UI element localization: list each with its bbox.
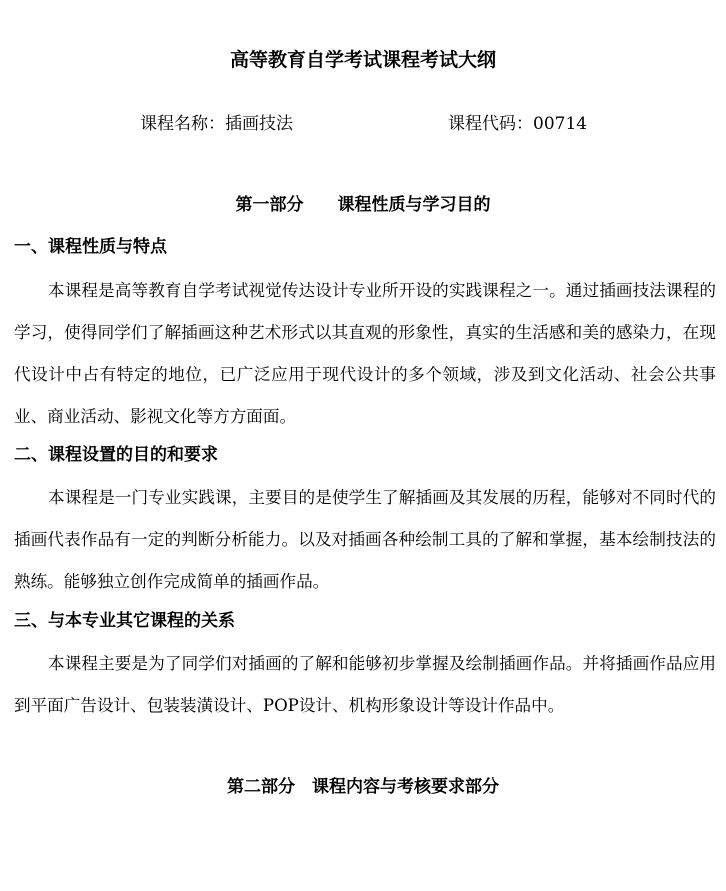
section-body-1: 本课程是高等教育自学考试视觉传达设计专业所开设的实践课程之一。通过插画技法课程的学习，使得同学们了解插画这种艺术形式以其直观的形象性，真实的生活感和美的感染力，在现代设计中占有特定的地位，已广泛应用于现代设计的多个领域，涉及到文化活动、社会公共事业、商业活动、影视文化等方方面面。 <box>14 281 716 426</box>
section-heading-3: 三、与本专业其它课程的关系 <box>14 611 235 631</box>
section-heading-1: 一、课程性质与特点 <box>14 237 167 257</box>
section-body-2: 本课程是一门专业实践课，主要目的是使学生了解插画及其发展的历程，能够对不同时代的插画代表作品有一定的判断分析能力。以及对插画各种绘制工具的了解和掌握，基本绘制技法的熟练。能够独立创作完成简单的插画作品。 <box>14 488 716 591</box>
part2-title: 第二部分 课程内容与考核要求部分 <box>227 777 499 797</box>
course-name: 课程名称：插画技法 <box>140 114 293 134</box>
course-code: 课程代码：00714 <box>448 114 588 134</box>
document-title: 高等教育自学考试课程考试大纲 <box>229 49 496 71</box>
section-heading-2: 二、课程设置的目的和要求 <box>14 445 218 465</box>
section-body-3: 本课程主要是为了同学们对插画的了解和能够初步掌握及绘制插画作品。并将插画作品应用到平面广告设计、包装装潢设计、POP设计、机构形象设计等设计作品中。 <box>14 654 716 715</box>
part1-title: 第一部分 课程性质与学习目的 <box>235 195 491 215</box>
